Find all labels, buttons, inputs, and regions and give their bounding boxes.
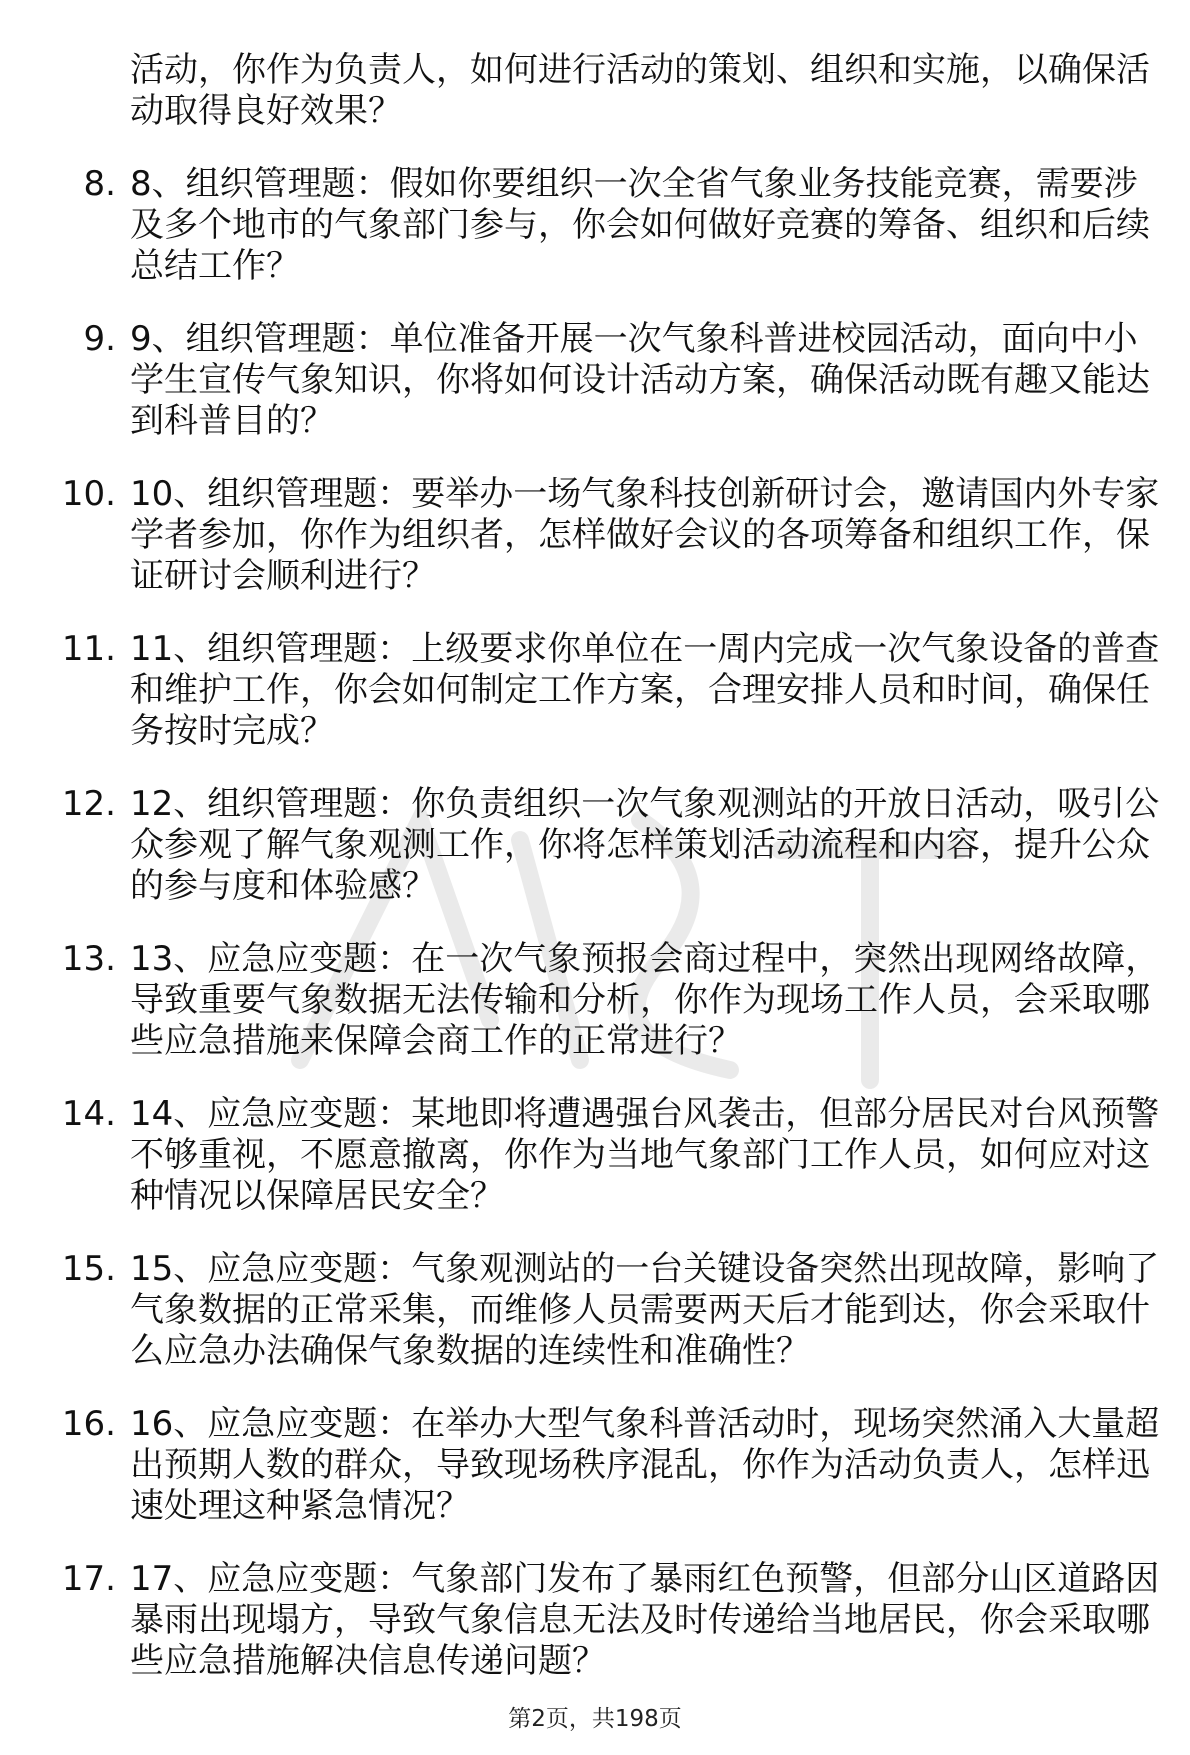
question-text: 8、组织管理题：假如你要组织一次全省气象业务技能竞赛，需要涉及多个地市的气象部门参与，你会如何做好竞赛的筹备、组织和后续总结工作？ [130, 164, 1150, 286]
page-footer: 第2页，共198页 [508, 1706, 682, 1732]
list-number: 14. [61, 1094, 116, 1134]
question-text: 16、应急应变题：在举办大型气象科普活动时，现场突然涌入大量超出预期人数的群众，导致现场秩序混乱，你作为活动负责人，怎样迅速处理这种紧急情况？ [130, 1404, 1160, 1526]
list-item [61, 939, 1170, 1062]
list-item [83, 319, 1170, 442]
list-item [61, 1404, 1170, 1527]
question-text: 10、组织管理题：要举办一场气象科技创新研讨会，邀请国内外专家学者参加，你作为组织者，怎样做好会议的各项筹备和组织工作，保证研讨会顺利进行？ [130, 474, 1160, 596]
list-number: 9. [83, 319, 116, 359]
list-item [61, 1094, 1170, 1217]
list-number: 16. [61, 1404, 116, 1444]
question-text: 17、应急应变题：气象部门发布了暴雨红色预警，但部分山区道路因暴雨出现塌方，导致气象信息无法及时传递给当地居民，你会采取哪些应急措施解决信息传递问题？ [130, 1559, 1160, 1681]
question-content [61, 50, 1170, 1714]
question-text: 14、应急应变题：某地即将遭遇强台风袭击，但部分居民对台风预警不够重视，不愿意撤离，你作为当地气象部门工作人员，如何应对这种情况以保障居民安全？ [130, 1094, 1160, 1216]
list-number: 12. [61, 784, 116, 824]
list-item [61, 1559, 1170, 1682]
question-text: 13、应急应变题：在一次气象预报会商过程中，突然出现网络故障，导致重要气象数据无法传输和分析，你作为现场工作人员，会采取哪些应急措施来保障会商工作的正常进行？ [130, 939, 1160, 1061]
list-number: 10. [61, 474, 116, 514]
question-list [61, 164, 1170, 1682]
list-number: 8. [83, 164, 116, 204]
list-item [61, 474, 1170, 597]
question-text: 15、应急应变题：气象观测站的一台关键设备突然出现故障，影响了气象数据的正常采集，而维修人员需要两天后才能到达，你会采取什么应急办法确保气象数据的连续性和准确性？ [130, 1249, 1160, 1371]
continuation-paragraph: 活动，你作为负责人，如何进行活动的策划、组织和实施，以确保活动取得良好效果？ [130, 50, 1150, 131]
list-item [83, 164, 1170, 287]
question-text: 9、组织管理题：单位准备开展一次气象科普进校园活动，面向中小学生宣传气象知识，你将如何设计活动方案，确保活动既有趣又能达到科普目的？ [130, 319, 1150, 441]
list-item [61, 784, 1170, 907]
list-number: 11. [61, 629, 116, 669]
list-number: 15. [61, 1249, 116, 1289]
list-number: 17. [61, 1559, 116, 1599]
list-item [61, 629, 1170, 752]
list-number: 13. [61, 939, 116, 979]
list-item [61, 1249, 1170, 1372]
question-text: 12、组织管理题：你负责组织一次气象观测站的开放日活动，吸引公众参观了解气象观测工作，你将怎样策划活动流程和内容，提升公众的参与度和体验感？ [130, 784, 1160, 906]
question-text: 11、组织管理题：上级要求你单位在一周内完成一次气象设备的普查和维护工作，你会如何制定工作方案，合理安排人员和时间，确保任务按时完成？ [130, 629, 1160, 751]
